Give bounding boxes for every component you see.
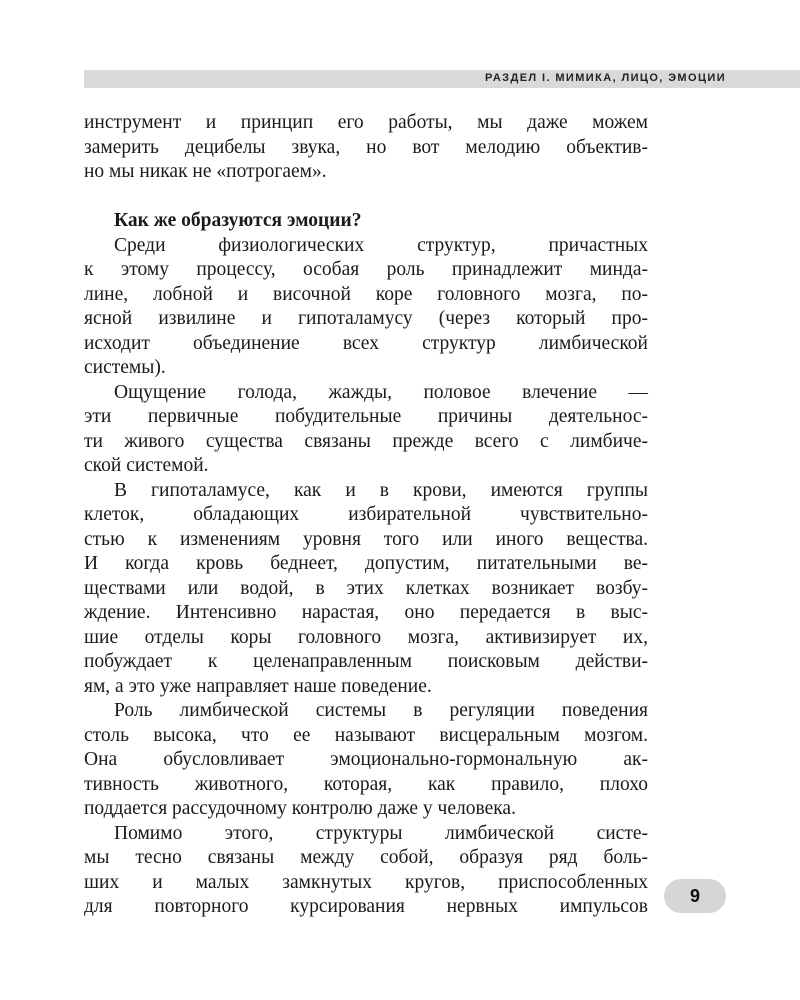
running-header-title: РАЗДЕЛ I. МИМИКА, ЛИЦО, ЭМОЦИИ (485, 72, 726, 84)
text-line: стью к изменениям уровня того или иного вещества. (84, 528, 648, 550)
paragraph-2 (84, 381, 648, 479)
text-line: побуждает к целенаправленным поисковым действи- (84, 651, 648, 672)
text-line: замерить децибелы звука, но вот мелодию объектив- (84, 136, 648, 158)
text-line: эти первичные побудительные причины деятельнос- (84, 406, 648, 427)
text-line: ших и малых замкнутых кругов, приспособленных (84, 871, 648, 893)
text-line: Помимо этого, структуры лимбической систе- (114, 822, 648, 844)
paragraph-5 (84, 822, 648, 920)
text-line: клеток, обладающих избирательной чувствительно- (84, 504, 648, 525)
text-line: Ощущение голода, жажды, половое влечение — (114, 381, 648, 403)
text-line: ти живого существа связаны прежде всего с лимбиче- (84, 430, 648, 452)
page-body (84, 111, 648, 920)
paragraph-1 (84, 234, 648, 381)
text-line: системы). (84, 357, 166, 378)
text-line: Среди физиологических структур, причастных (114, 234, 648, 256)
text-line: тивность животного, которая, как правило, плохо (84, 773, 648, 795)
text-line: ществами или водой, в этих клетках возникает возбу- (84, 577, 648, 599)
text-line: столь высока, что ее называют висцеральным мозгом. (84, 724, 648, 746)
text-line: И когда кровь беднеет, допустим, питательными ве- (84, 553, 648, 574)
text-line: лине, лобной и височной коре головного мозга, по- (84, 283, 648, 305)
paragraph-3 (84, 479, 648, 700)
intro-paragraph (84, 111, 648, 185)
section-subheading: Как же образуются эмоции? (114, 210, 362, 231)
text-line: Она обусловливает эмоционально-гормональную ак- (84, 749, 648, 770)
text-line: мы тесно связаны между собой, образуя ряд боль- (84, 847, 648, 868)
page-number-badge (664, 879, 726, 913)
text-line: ждение. Интенсивно нарастая, оно передается в выс- (84, 602, 648, 623)
text-line: ской системой. (84, 455, 209, 476)
text-line: к этому процессу, особая роль принадлежит минда- (84, 259, 648, 280)
text-line: но мы никак не «потрогаем». (84, 161, 327, 182)
text-line: шие отделы коры головного мозга, активизирует их, (84, 626, 648, 648)
text-line: исходит объединение всех структур лимбической (84, 332, 648, 354)
text-line: поддается рассудочному контролю даже у человека. (84, 798, 516, 819)
text-line: В гипоталамусе, как и в крови, имеются группы (114, 479, 648, 501)
text-line: инструмент и принцип его работы, мы даже можем (84, 112, 648, 133)
text-line: для повторного курсирования нервных импульсов (84, 896, 648, 917)
page-number: 9 (689, 885, 700, 906)
paragraph-4 (84, 699, 648, 822)
text-line: ям, а это уже направляет наше поведение. (84, 675, 432, 697)
text-line: Роль лимбической системы в регуляции поведения (114, 700, 648, 721)
text-line: ясной извилине и гипоталамусу (через который про- (84, 308, 648, 329)
